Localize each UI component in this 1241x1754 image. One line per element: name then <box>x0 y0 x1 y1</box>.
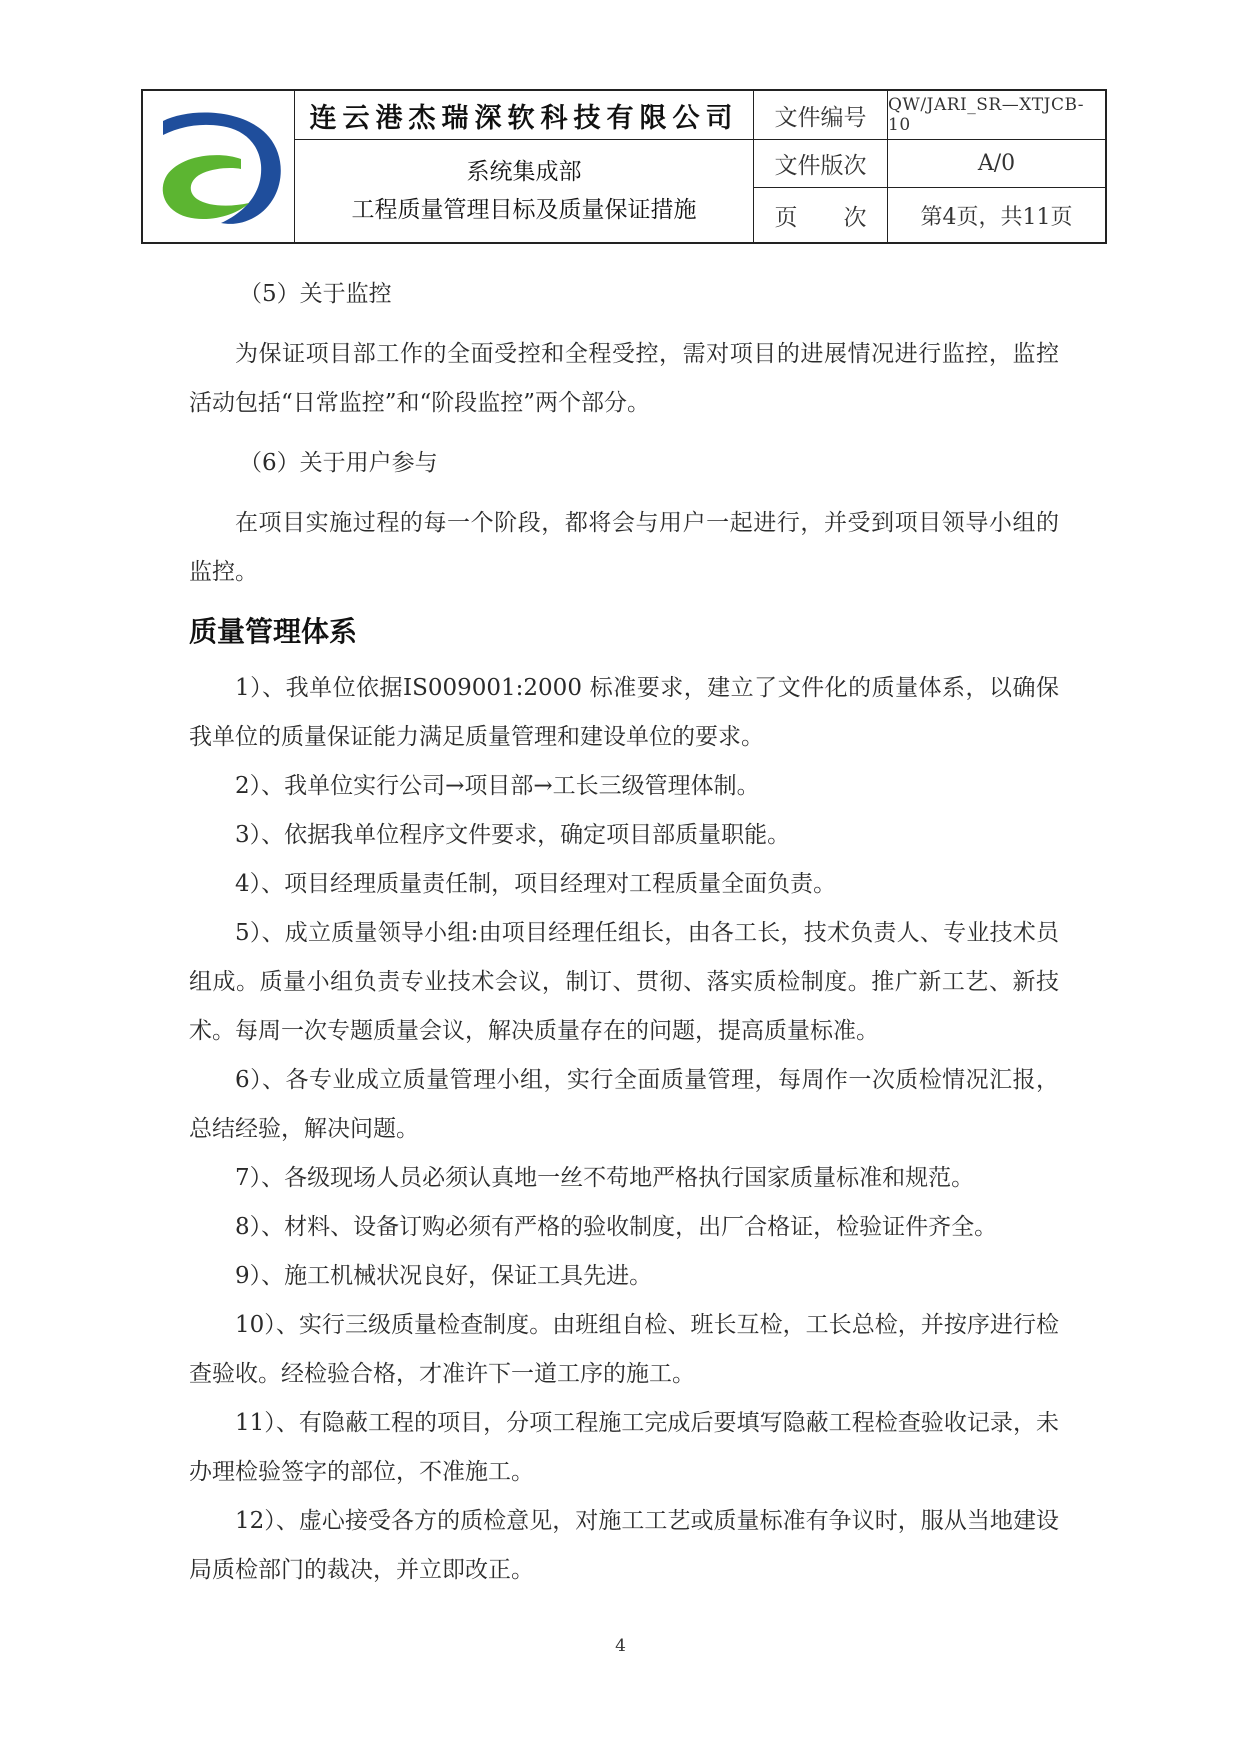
list-item: 2）、我单位实行公司→项目部→工长三级管理体制。 <box>235 773 760 799</box>
list-item: 8）、材料、设备订购必须有严格的验收制度，出厂合格证，检验证件齐全。 <box>235 1214 998 1240</box>
page-label: 页 次 <box>754 188 888 242</box>
section-title-quality-system: 质量管理体系 <box>189 615 358 648</box>
list-item: 11）、有隐蔽工程的项目，分项工程施工完成后要填写隐蔽工程检查验收记录，未办理检验签字的部位，不准施工。 <box>189 1410 1059 1485</box>
paragraph-monitoring: 为保证项目部工作的全面受控和全程受控，需对项目的进展情况进行监控，监控活动包括“日常监控”和“阶段监控”两个部分。 <box>189 341 1059 416</box>
department-title-cell <box>295 140 754 242</box>
company-logo <box>151 99 287 235</box>
list-item: 7）、各级现场人员必须认真地一丝不苟地严格执行国家质量标准和规范。 <box>235 1165 975 1191</box>
doc-version-value: A/0 <box>888 140 1105 188</box>
list-item: 1）、我单位依据IS009001:2000 标准要求，建立了文件化的质量体系，以确保我单位的质量保证能力满足质量管理和建设单位的要求。 <box>189 675 1059 750</box>
document-header-table <box>141 89 1107 244</box>
doc-number-value: QW/JARI_SR—XTJCB-10 <box>888 91 1105 140</box>
subsection-heading-user-participation: （6）关于用户参与 <box>239 450 438 476</box>
list-item: 10）、实行三级质量检查制度。由班组自检、班长互检，工长总检，并按序进行检查验收。经检验合格，才准许下一道工序的施工。 <box>189 1312 1059 1387</box>
list-item: 9）、施工机械状况良好，保证工具先进。 <box>235 1263 653 1289</box>
list-item: 3）、依据我单位程序文件要求，确定项目部质量职能。 <box>235 822 791 848</box>
list-item: 12）、虚心接受各方的质检意见，对施工工艺或质量标准有争议时，服从当地建设局质检部门的裁决，并立即改正。 <box>189 1508 1059 1583</box>
document-title: 工程质量管理目标及质量保证措施 <box>351 197 697 223</box>
list-item: 6）、各专业成立质量管理小组，实行全面质量管理，每周作一次质检情况汇报，总结经验，解决问题。 <box>189 1067 1059 1142</box>
paragraph-user-participation: 在项目实施过程的每一个阶段，都将会与用户一起进行，并受到项目领导小组的监控。 <box>189 510 1059 585</box>
page-number: 4 <box>615 1636 626 1656</box>
document-body <box>189 270 1059 1595</box>
doc-number-label: 文件编号 <box>754 91 888 140</box>
logo-cell <box>143 91 295 242</box>
subsection-heading-monitoring: （5）关于监控 <box>239 281 392 307</box>
company-name: 连云港杰瑞深软科技有限公司 <box>295 91 754 140</box>
list-item: 4）、项目经理质量责任制，项目经理对工程质量全面负责。 <box>235 871 837 897</box>
department-name: 系统集成部 <box>466 159 582 185</box>
list-item: 5）、成立质量领导小组:由项目经理任组长，由各工长，技术负责人、专业技术员组成。质量小组负责专业技术会议，制订、贯彻、落实质检制度。推广新工艺、新技术。每周一次专题质量会议，解决质量存在的问题，提高质量标准。 <box>189 920 1059 1044</box>
doc-version-label: 文件版次 <box>754 140 888 188</box>
page-count-value: 第4页，共11页 <box>920 204 1073 230</box>
